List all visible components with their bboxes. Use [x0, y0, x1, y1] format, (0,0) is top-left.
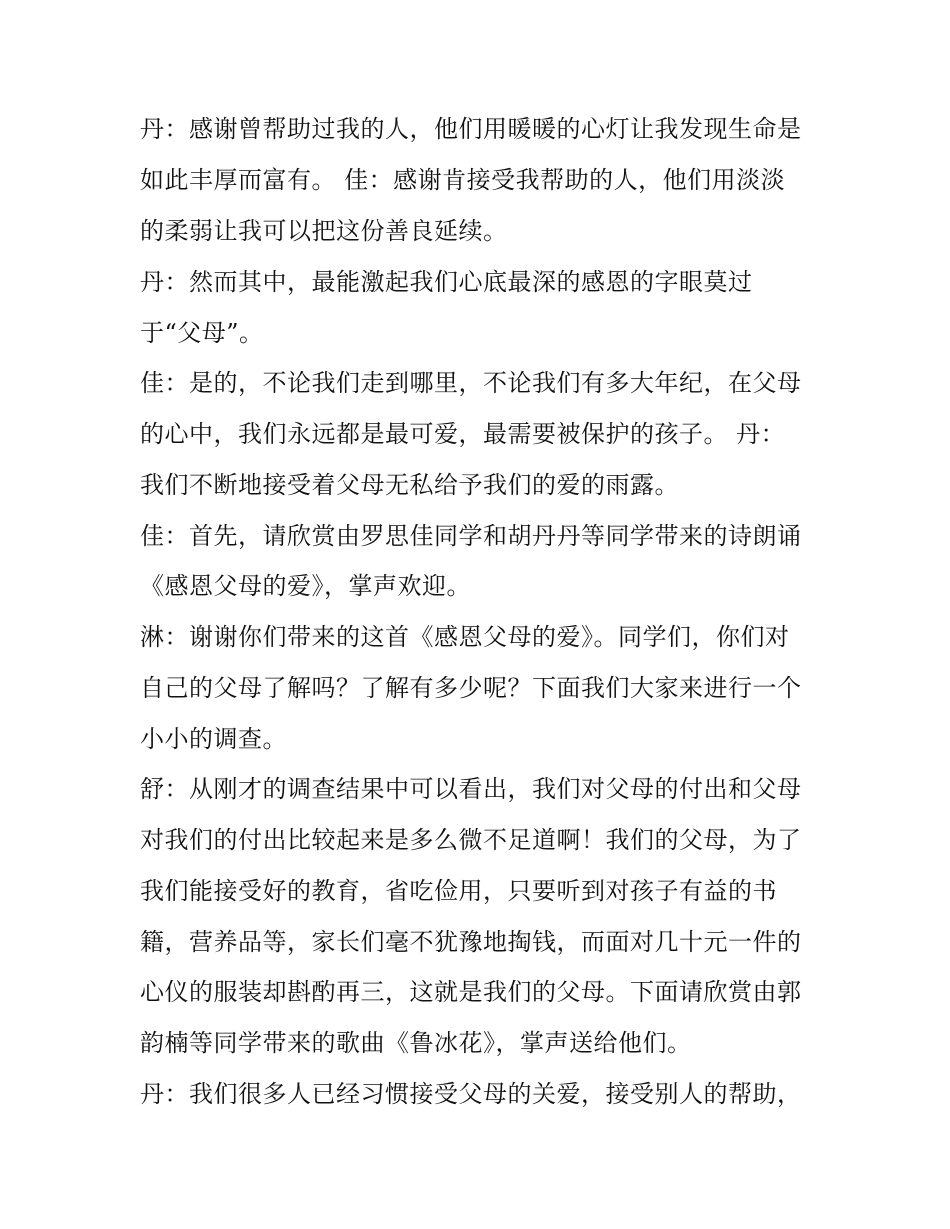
text-line: 佳：首先，请欣赏由罗思佳同学和胡丹丹等同学带来的诗朗诵: [140, 522, 802, 550]
text-line: 我们不断地接受着父母无私给予我们的爱的雨露。: [140, 471, 679, 499]
text-line: 我们能接受好的教育，省吃俭用，只要听到对孩子有益的书: [140, 877, 777, 905]
text-line: 淋：谢谢你们带来的这首《感恩父母的爱》。同学们，你们对: [140, 623, 790, 651]
text-line: 佳：是的，不论我们走到哪里，不论我们有多大年纪，在父母: [140, 369, 802, 397]
text-line: 舒：从刚才的调查结果中可以看出，我们对父母的付出和父母: [140, 775, 802, 803]
text-line: 的柔弱让我可以把这份善良延续。: [140, 217, 508, 245]
text-line: 心仪的服装却斟酌再三，这就是我们的父母。下面请欣赏由郭: [140, 978, 802, 1006]
text-line: 籍，营养品等，家长们毫不犹豫地掏钱，而面对几十元一件的: [140, 928, 802, 956]
text-line: 于“父母”。: [140, 319, 264, 347]
text-line: 丹：我们很多人已经习惯接受父母的关爱，接受别人的帮助，: [140, 1080, 802, 1108]
text-line: 丹：感谢曾帮助过我的人，他们用暖暖的心灯让我发现生命是: [140, 115, 802, 143]
text-line: 的心中，我们永远都是最可爱，最需要被保护的孩子。 丹：: [140, 420, 786, 448]
text-line: 韵楠等同学带来的歌曲《鲁冰花》，掌声送给他们。: [140, 1029, 692, 1057]
text-line: 对我们的付出比较起来是多么微不足道啊！我们的父母，为了: [140, 826, 802, 854]
text-line: 小小的调查。: [140, 725, 287, 753]
text-line: 《感恩父母的爱》，掌声欢迎。: [140, 572, 471, 600]
text-line: 丹：然而其中，最能激起我们心底最深的感恩的字眼莫过: [140, 268, 753, 296]
text-line: 自己的父母了解吗？了解有多少呢？下面我们大家来进行一个: [140, 674, 802, 702]
text-line: 如此丰厚而富有。 佳：感谢肯接受我帮助的人，他们用淡淡: [140, 166, 786, 194]
